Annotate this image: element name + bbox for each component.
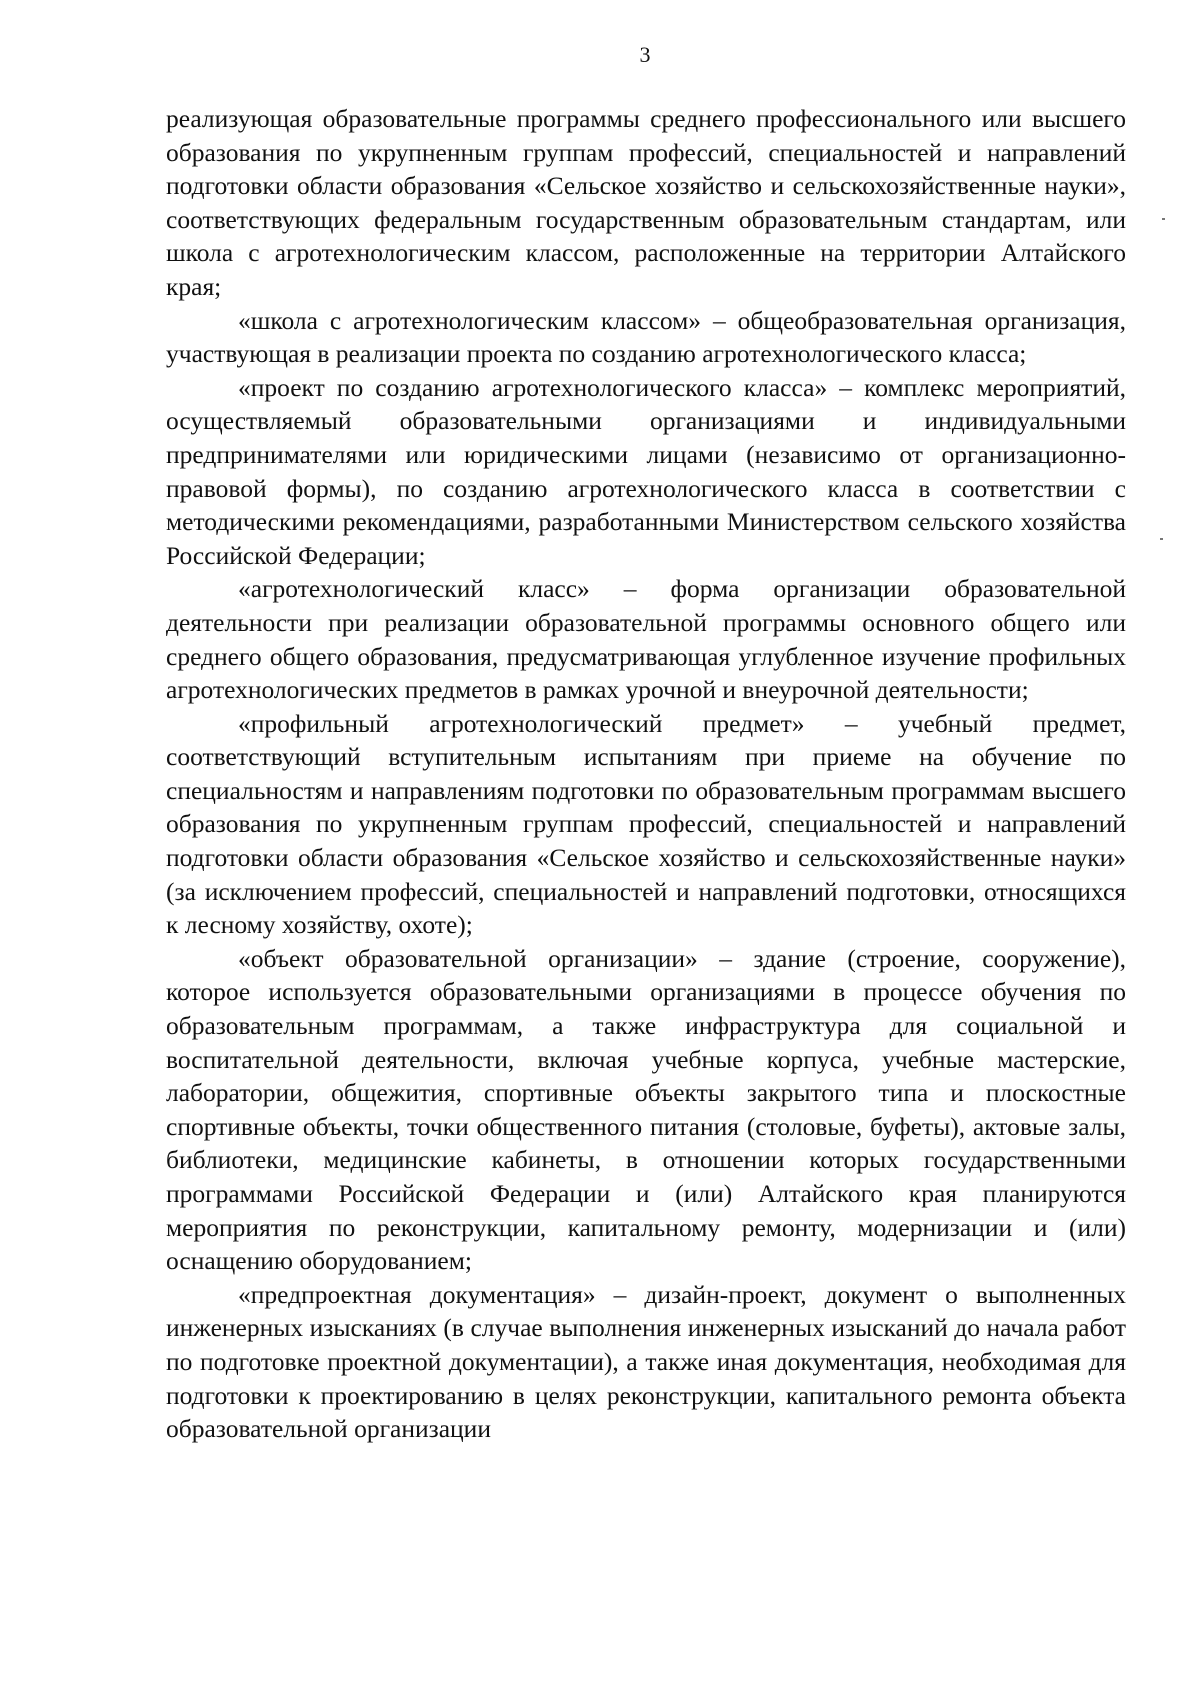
paragraph-continuation: реализующая образовательные программы среднего профессионального или высшего образования по укрупненным группам профессий, специальностей и направлений подготовки области образования «Сельское хозяйство и сельскохозяйственные науки», соответствующих федеральным государственным образовательным стандартам, или школа с агротехнологическим классом, расположенные на территории Алтайского края; — [166, 104, 1126, 301]
scan-speck — [1162, 218, 1165, 220]
paragraph-definition-subject: «профильный агротехнологический предмет» – учебный предмет, соответствующий вступительным испытаниям при приеме на обучение по специальностям и направлениям подготовки по образовательным программам высшего образования по укрупненным группам профессий, специальностей и направлений подготовки области образования «Сельское хозяйство и сельскохозяйственные науки» (за исключением профессий, специальностей и направлений подготовки, относящихся к лесному хозяйству, охоте); — [166, 708, 1126, 940]
paragraph-definition-object: «объект образовательной организации» – здание (строение, сооружение), которое используется образовательными организациями в процессе обучения по образовательным программам, а также инфраструктура для социальной и воспитательной деятельности, включая учебные корпуса, учебные мастерские, лаборатории, общежития, спортивные объекты закрытого типа и плоскостные спортивные объекты, точки общественного питания (столовые, буфеты), актовые залы, библиотеки, медицинские кабинеты, в отношении которых государственными программами Российской Федерации и (или) Алтайского края планируются мероприятия по реконструкции, капитальному ремонту, модернизации и (или) оснащению оборудованием; — [166, 943, 1126, 1276]
paragraph-definition-class: «агротехнологический класс» – форма организации образовательной деятельности при реализации образовательной программы основного общего или среднего общего образования, предусматривающая углубленное изучение профильных агротехнологических предметов в рамках урочной и внеурочной деятельности; — [166, 574, 1126, 705]
document-body — [166, 102, 1126, 1446]
paragraph-definition-school: «школа с агротехнологическим классом» – общеобразовательная организация, участвующая в реализации проекта по созданию агротехнологического класса; — [166, 305, 1126, 369]
paragraph-definition-project: «проект по созданию агротехнологического класса» – комплекс мероприятий, осуществляемый образовательными организациями и индивидуальными предпринимателями или юридическими лицами (независимо от организационно-правовой формы), по созданию агротехнологического класса в соответствии с методическими рекомендациями, разработанными Министерством сельского хозяйства Российской Федерации; — [166, 372, 1126, 570]
page-number: 3 — [639, 42, 651, 67]
scan-speck — [1160, 538, 1163, 540]
paragraph-definition-documentation: «предпроектная документация» – дизайн-проект, документ о выполненных инженерных изысканиях (в случае выполнения инженерных изысканий до начала работ по подготовке проектной документации), а также иная документация, необходимая для подготовки к проектированию в целях реконструкции, капитального ремонта объекта образовательной организации — [166, 1279, 1126, 1444]
